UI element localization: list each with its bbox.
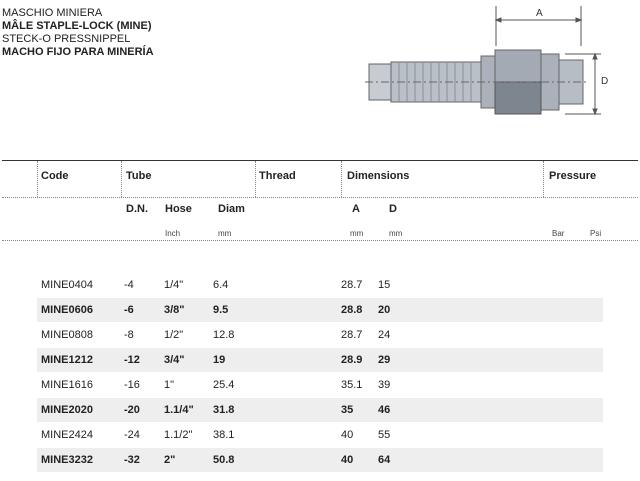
header-d: D xyxy=(389,203,397,215)
cell-dn: -6 xyxy=(124,304,134,316)
title-italian: MASCHIO MINIERA xyxy=(2,7,103,19)
cell-code: MINE3232 xyxy=(41,454,93,466)
unit-inch: Inch xyxy=(165,229,181,238)
cell-hose: 1/4" xyxy=(164,279,184,291)
cell-code: MINE2424 xyxy=(41,429,93,441)
cell-diam: 25.4 xyxy=(213,379,235,391)
header-tube: Tube xyxy=(126,170,152,182)
header-divider xyxy=(2,197,638,198)
cell-hose: 1.1/4" xyxy=(164,404,194,416)
cell-a: 28.9 xyxy=(341,354,363,366)
cell-diam: 38.1 xyxy=(213,429,235,441)
cell-d: 20 xyxy=(378,304,391,316)
cell-hose: 1.1/2" xyxy=(164,429,193,441)
cell-d: 24 xyxy=(378,329,391,341)
cell-a: 28.8 xyxy=(341,304,363,316)
unit-mm-diam: mm xyxy=(218,229,232,238)
table-row xyxy=(37,373,603,397)
table-row xyxy=(37,323,603,347)
table-row xyxy=(37,273,603,297)
cell-d: 55 xyxy=(378,429,391,441)
cell-d: 39 xyxy=(378,379,391,391)
table-row xyxy=(37,348,603,372)
header-thread: Thread xyxy=(259,170,296,182)
header-diam: Diam xyxy=(218,203,245,215)
header-dimensions: Dimensions xyxy=(347,170,410,182)
cell-diam: 19 xyxy=(213,354,226,366)
cell-dn: -4 xyxy=(124,279,134,291)
title-spanish: MACHO FIJO PARA MINERÍA xyxy=(2,46,154,58)
table-row xyxy=(37,398,603,422)
cell-hose: 3/8" xyxy=(164,304,185,316)
cell-a: 35.1 xyxy=(341,379,363,391)
cell-code: MINE0606 xyxy=(41,304,93,316)
cell-dn: -8 xyxy=(124,329,134,341)
cell-hose: 1" xyxy=(164,379,175,391)
cell-d: 46 xyxy=(378,404,391,416)
cell-a: 28.7 xyxy=(341,329,363,341)
cell-dn: -20 xyxy=(124,404,140,416)
cell-diam: 9.5 xyxy=(213,304,229,316)
product-titles xyxy=(2,7,154,59)
cell-diam: 12.8 xyxy=(213,329,235,341)
header-a: A xyxy=(352,203,360,215)
unit-psi: Psi xyxy=(590,229,602,238)
cell-diam: 50.8 xyxy=(213,454,235,466)
cell-code: MINE2020 xyxy=(41,404,93,416)
cell-d: 29 xyxy=(378,354,391,366)
cell-dn: -16 xyxy=(124,379,140,391)
cell-a: 40 xyxy=(341,454,354,466)
header-dn: D.N. xyxy=(126,203,148,215)
cell-code: MINE0404 xyxy=(41,279,93,291)
table-row xyxy=(37,423,603,447)
unit-mm-a: mm xyxy=(350,229,364,238)
cell-hose: 3/4" xyxy=(164,354,185,366)
dimension-d-label: D xyxy=(601,76,609,87)
cell-hose: 1/2" xyxy=(164,329,184,341)
cell-diam: 31.8 xyxy=(213,404,235,416)
cell-hose: 2" xyxy=(164,454,176,466)
header-code: Code xyxy=(41,170,69,182)
cell-a: 40 xyxy=(341,429,354,441)
cell-a: 35 xyxy=(341,404,354,416)
cell-d: 15 xyxy=(378,279,391,291)
cell-a: 28.7 xyxy=(341,279,363,291)
table-row xyxy=(37,448,603,472)
cell-dn: -24 xyxy=(124,429,140,441)
fitting-drawing xyxy=(355,2,640,120)
cell-diam: 6.4 xyxy=(213,279,229,291)
header-pressure: Pressure xyxy=(549,170,597,182)
table-row xyxy=(37,298,603,322)
cell-d: 64 xyxy=(378,454,391,466)
cell-code: MINE0808 xyxy=(41,329,93,341)
header-bottom-rule xyxy=(2,240,638,241)
title-french: MÂLE STAPLE-LOCK (MINE) xyxy=(2,20,152,32)
cell-code: MINE1616 xyxy=(41,379,93,391)
dimension-a-label: A xyxy=(536,8,543,19)
unit-mm-d: mm xyxy=(389,229,403,238)
cell-code: MINE1212 xyxy=(41,354,93,366)
title-german: STECK-O PRESSNIPPEL xyxy=(2,33,131,45)
cell-dn: -12 xyxy=(124,354,140,366)
cell-dn: -32 xyxy=(124,454,140,466)
unit-bar: Bar xyxy=(552,229,565,238)
header-hose: Hose xyxy=(165,203,192,215)
